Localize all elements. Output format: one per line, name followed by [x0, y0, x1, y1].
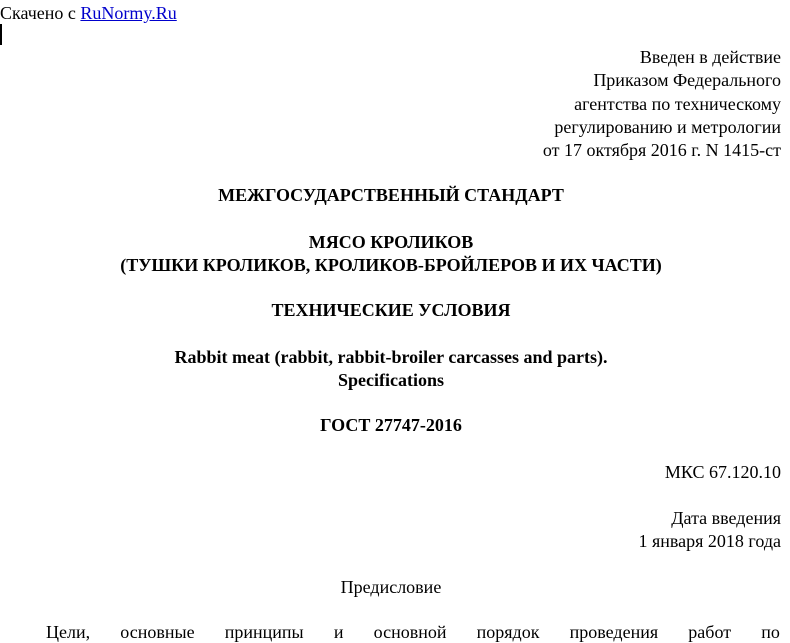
title-line-1: МЯСО КРОЛИКОВ: [308, 232, 474, 252]
paragraph-word: проведения: [569, 622, 659, 642]
mks-code: МКС 67.120.10: [664, 462, 781, 482]
enactment-line-3: агентства по техническому: [574, 94, 781, 114]
enactment-line-2: Приказом Федерального: [593, 70, 781, 90]
subtitle-heading: ТЕХНИЧЕСКИЕ УСЛОВИЯ: [271, 300, 511, 320]
download-note-prefix: Скачено с: [0, 3, 81, 23]
text-cursor: [0, 24, 2, 45]
paragraph-word: Цели,: [46, 622, 91, 642]
foreword-heading: Предисловие: [340, 577, 442, 597]
english-title-line-2: Specifications: [338, 370, 444, 390]
enactment-line-1: Введен в действие: [639, 47, 781, 67]
enactment-line-4: регулированию и метрологии: [554, 117, 781, 137]
enactment-line-5: от 17 октября 2016 г. N 1415-ст: [542, 140, 781, 160]
runormy-link[interactable]: RuNormy.Ru: [80, 3, 177, 23]
paragraph-word: по: [761, 622, 780, 642]
gost-number: ГОСТ 27747-2016: [320, 415, 462, 435]
standard-type-heading: МЕЖГОСУДАРСТВЕННЫЙ СТАНДАРТ: [218, 185, 564, 205]
title-line-2: (ТУШКИ КРОЛИКОВ, КРОЛИКОВ-БРОЙЛЕРОВ И ИХ ЧАСТИ): [120, 255, 662, 275]
paragraph-word: и: [333, 622, 344, 642]
paragraph-word: принципы: [224, 622, 304, 642]
paragraph-word: порядок: [476, 622, 540, 642]
paragraph-first-line: [46, 621, 780, 643]
download-note: [0, 2, 177, 24]
introduction-date-value: 1 января 2018 года: [638, 531, 781, 551]
english-title-line-1: Rabbit meat (rabbit, rabbit-broiler carcasses and parts).: [174, 347, 608, 367]
introduction-date-label: Дата введения: [671, 508, 781, 528]
paragraph-word: основные: [120, 622, 195, 642]
paragraph-word: основной: [373, 622, 447, 642]
paragraph-word: работ: [688, 622, 732, 642]
